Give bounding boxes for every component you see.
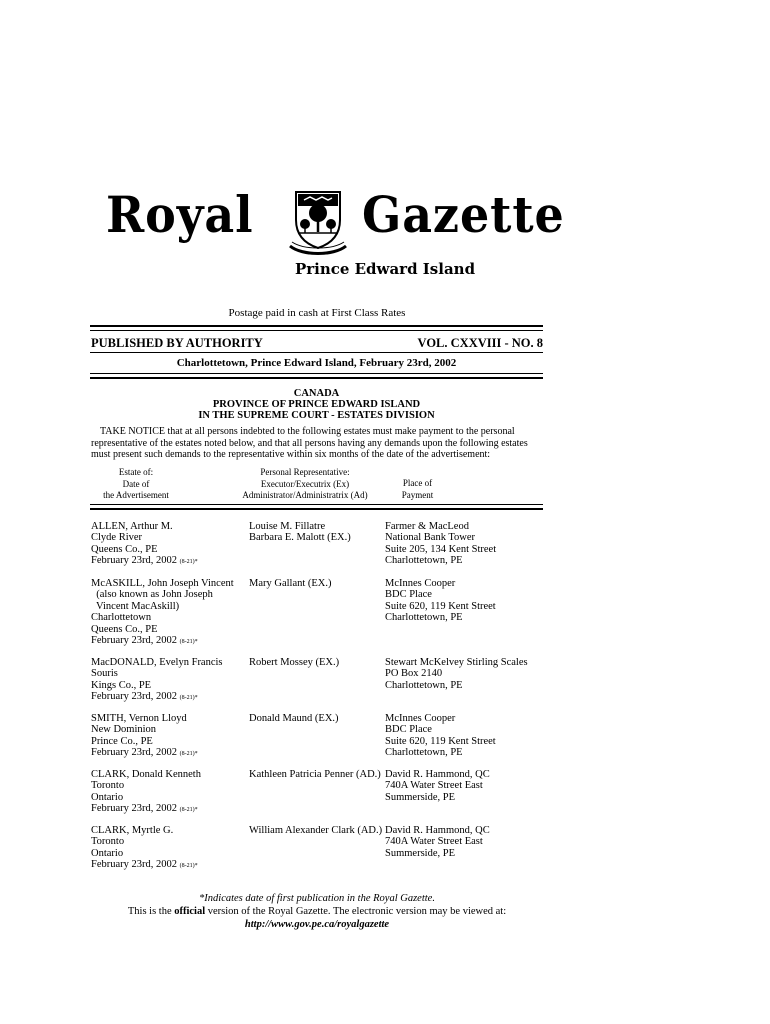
estate-line: Vincent MacAskill) — [91, 600, 180, 612]
official-word: official — [174, 906, 206, 917]
representative-entry — [249, 657, 385, 668]
representative-entry — [249, 578, 385, 589]
payment-line: Stewart McKelvey Stirling Scales — [385, 657, 528, 668]
payment-line: David R. Hammond, QC — [385, 769, 490, 780]
date-code: (8-21)* — [179, 807, 198, 814]
representative-line: Robert Mossey (EX.) — [249, 657, 340, 668]
date-text: February 23rd, 2002 — [91, 859, 178, 871]
estate-line: Kings Co., PE — [91, 679, 152, 691]
notice-paragraph — [91, 426, 544, 461]
date-code: (8-21)* — [179, 559, 198, 566]
payment-line: BDC Place — [385, 724, 432, 736]
payment-entry — [385, 657, 545, 691]
masthead-title-left: Royal — [106, 185, 254, 244]
estate-line: Ontario — [91, 847, 124, 859]
column-header-representative — [235, 467, 375, 502]
estate-line: New Dominion — [91, 724, 157, 736]
payment-entry — [385, 825, 545, 859]
estate-line: Prince Co., PE — [91, 735, 153, 747]
representative-line: Barbara E. Malott (EX.) — [249, 532, 351, 544]
rule-mid-3 — [90, 377, 543, 379]
published-by-authority: PUBLISHED BY AUTHORITY — [91, 336, 263, 350]
estate-entry — [91, 713, 251, 761]
advertisement-date — [91, 859, 251, 872]
advertisement-date — [91, 635, 251, 648]
notice-line-1: TAKE NOTICE that at all persons indebted to the following estates must make payment to the personal — [100, 426, 515, 437]
payment-line: 740A Water Street East — [385, 780, 483, 792]
dateline: Charlottetown, Prince Edward Island, February 23rd, 2002 — [176, 357, 457, 369]
estate-entry — [91, 825, 251, 873]
estate-line: SMITH, Vernon Lloyd — [91, 713, 187, 724]
payment-entry — [385, 578, 545, 624]
notice-line-2: representative of the estates noted below, and that all persons having any demands upon the following estates — [91, 437, 528, 449]
representative-line: William Alexander Clark (AD.) — [249, 825, 383, 836]
payment-line: Suite 620, 119 Kent Street — [385, 735, 496, 747]
representative-line: Louise M. Fillatre — [249, 521, 326, 532]
column-header-estate — [91, 467, 181, 502]
estate-line: ALLEN, Arthur M. — [91, 521, 173, 532]
estate-line: Clyde River — [91, 532, 143, 544]
column-header-line: Personal Representative: — [260, 467, 350, 477]
masthead — [100, 180, 565, 260]
column-header-line: the Advertisement — [103, 490, 169, 500]
representative-line: Mary Gallant (EX.) — [249, 578, 332, 589]
date-code: (8-21)* — [179, 751, 198, 758]
estate-line: Charlottetown — [91, 612, 152, 624]
date-code: (8-21)* — [179, 863, 198, 870]
estate-line: Queens Co., PE — [91, 543, 158, 555]
payment-line: David R. Hammond, QC — [385, 825, 490, 836]
advertisement-date — [91, 555, 251, 568]
representative-entry — [249, 825, 385, 836]
provincial-crest-icon — [286, 186, 350, 258]
publication-row — [91, 336, 543, 351]
estate-line: Toronto — [91, 836, 125, 848]
estate-line: McASKILL, John Joseph Vincent — [91, 578, 234, 589]
estate-line: MacDONALD, Evelyn Francis — [91, 657, 223, 668]
date-text: February 23rd, 2002 — [91, 747, 178, 759]
heading-country: CANADA — [293, 388, 340, 399]
date-text: February 23rd, 2002 — [91, 555, 178, 567]
representative-entry — [249, 769, 385, 780]
payment-line: Suite 205, 134 Kent Street — [385, 543, 497, 555]
representative-line: Kathleen Patricia Penner (AD.) — [249, 769, 381, 780]
masthead-title-right: Gazette — [362, 185, 565, 244]
gazette-url-link[interactable]: http://www.gov.pe.ca/royalgazette — [244, 919, 390, 930]
postage-line: Postage paid in cash at First Class Rates — [228, 307, 406, 319]
payment-line: McInnes Cooper — [385, 578, 456, 589]
estate-line: Queens Co., PE — [91, 623, 158, 635]
payment-line: National Bank Tower — [385, 532, 476, 544]
rule-top-1 — [90, 325, 543, 327]
official-post: version of the Royal Gazette. The electronic version may be viewed at: — [205, 906, 507, 917]
advertisement-date — [91, 747, 251, 760]
estate-entry — [91, 578, 251, 648]
representative-line: Donald Maund (EX.) — [249, 713, 339, 724]
payment-line: BDC Place — [385, 589, 432, 601]
payment-line: Charlottetown, PE — [385, 612, 463, 624]
official-version-note — [0, 905, 634, 918]
payment-line: 740A Water Street East — [385, 836, 483, 848]
payment-line: Charlottetown, PE — [385, 679, 463, 691]
court-heading — [90, 388, 543, 421]
column-header-line: Place of — [402, 478, 433, 488]
payment-line: Summerside, PE — [385, 847, 455, 859]
column-header-line: Executor/Executrix (Ex) — [260, 478, 350, 489]
date-code: (8-21)* — [179, 639, 198, 646]
payment-entry — [385, 521, 545, 567]
payment-line: Farmer & MacLeod — [385, 521, 469, 532]
notice-line-3: must present such demands to the representative within six months of the date of the advertisement: — [91, 449, 491, 460]
payment-entry — [385, 713, 545, 759]
rule-mid-2 — [90, 373, 543, 374]
heading-court: IN THE SUPREME COURT - ESTATES DIVISION — [198, 410, 435, 421]
date-text: February 23rd, 2002 — [91, 803, 178, 815]
rule-table-1 — [90, 504, 543, 505]
estate-entry — [91, 521, 251, 569]
column-header-line: Payment — [401, 489, 434, 500]
masthead-subtitle: Prince Edward Island — [294, 260, 476, 278]
estate-line: (also known as John Joseph — [91, 589, 213, 601]
payment-line: McInnes Cooper — [385, 713, 456, 724]
date-text: February 23rd, 2002 — [91, 691, 178, 703]
rule-table-2 — [90, 508, 543, 510]
column-header-line: Date of — [122, 478, 150, 489]
estate-entry — [91, 657, 251, 705]
heading-province: PROVINCE OF PRINCE EDWARD ISLAND — [212, 399, 421, 410]
estate-line: Souris — [91, 668, 118, 680]
rule-mid-1 — [90, 352, 543, 353]
official-pre: This is the — [127, 906, 175, 917]
representative-entry — [249, 521, 385, 544]
payment-line: Summerside, PE — [385, 791, 455, 803]
volume-number: VOL. CXXVIII - NO. 8 — [417, 336, 543, 350]
date-text: February 23rd, 2002 — [91, 635, 178, 647]
rule-top-2 — [90, 330, 543, 331]
column-header-payment — [385, 478, 450, 501]
first-publication-note: *Indicates date of first publication in the Royal Gazette. — [199, 893, 435, 904]
advertisement-date — [91, 803, 251, 816]
column-header-line: Administrator/Administratrix (Ad) — [242, 490, 368, 500]
representative-entry — [249, 713, 385, 724]
payment-line: PO Box 2140 — [385, 668, 443, 680]
estate-entry — [91, 769, 251, 817]
payment-entry — [385, 769, 545, 803]
estate-line: Ontario — [91, 791, 124, 803]
column-header-line: Estate of: — [118, 467, 154, 477]
advertisement-date — [91, 691, 251, 704]
footer — [0, 892, 634, 931]
payment-line: Charlottetown, PE — [385, 555, 463, 567]
payment-line: Charlottetown, PE — [385, 747, 463, 759]
estate-line: CLARK, Myrtle G. — [91, 825, 174, 836]
date-code: (8-21)* — [179, 695, 198, 702]
estate-line: CLARK, Donald Kenneth — [91, 769, 201, 780]
estate-line: Toronto — [91, 780, 125, 792]
payment-line: Suite 620, 119 Kent Street — [385, 600, 496, 612]
